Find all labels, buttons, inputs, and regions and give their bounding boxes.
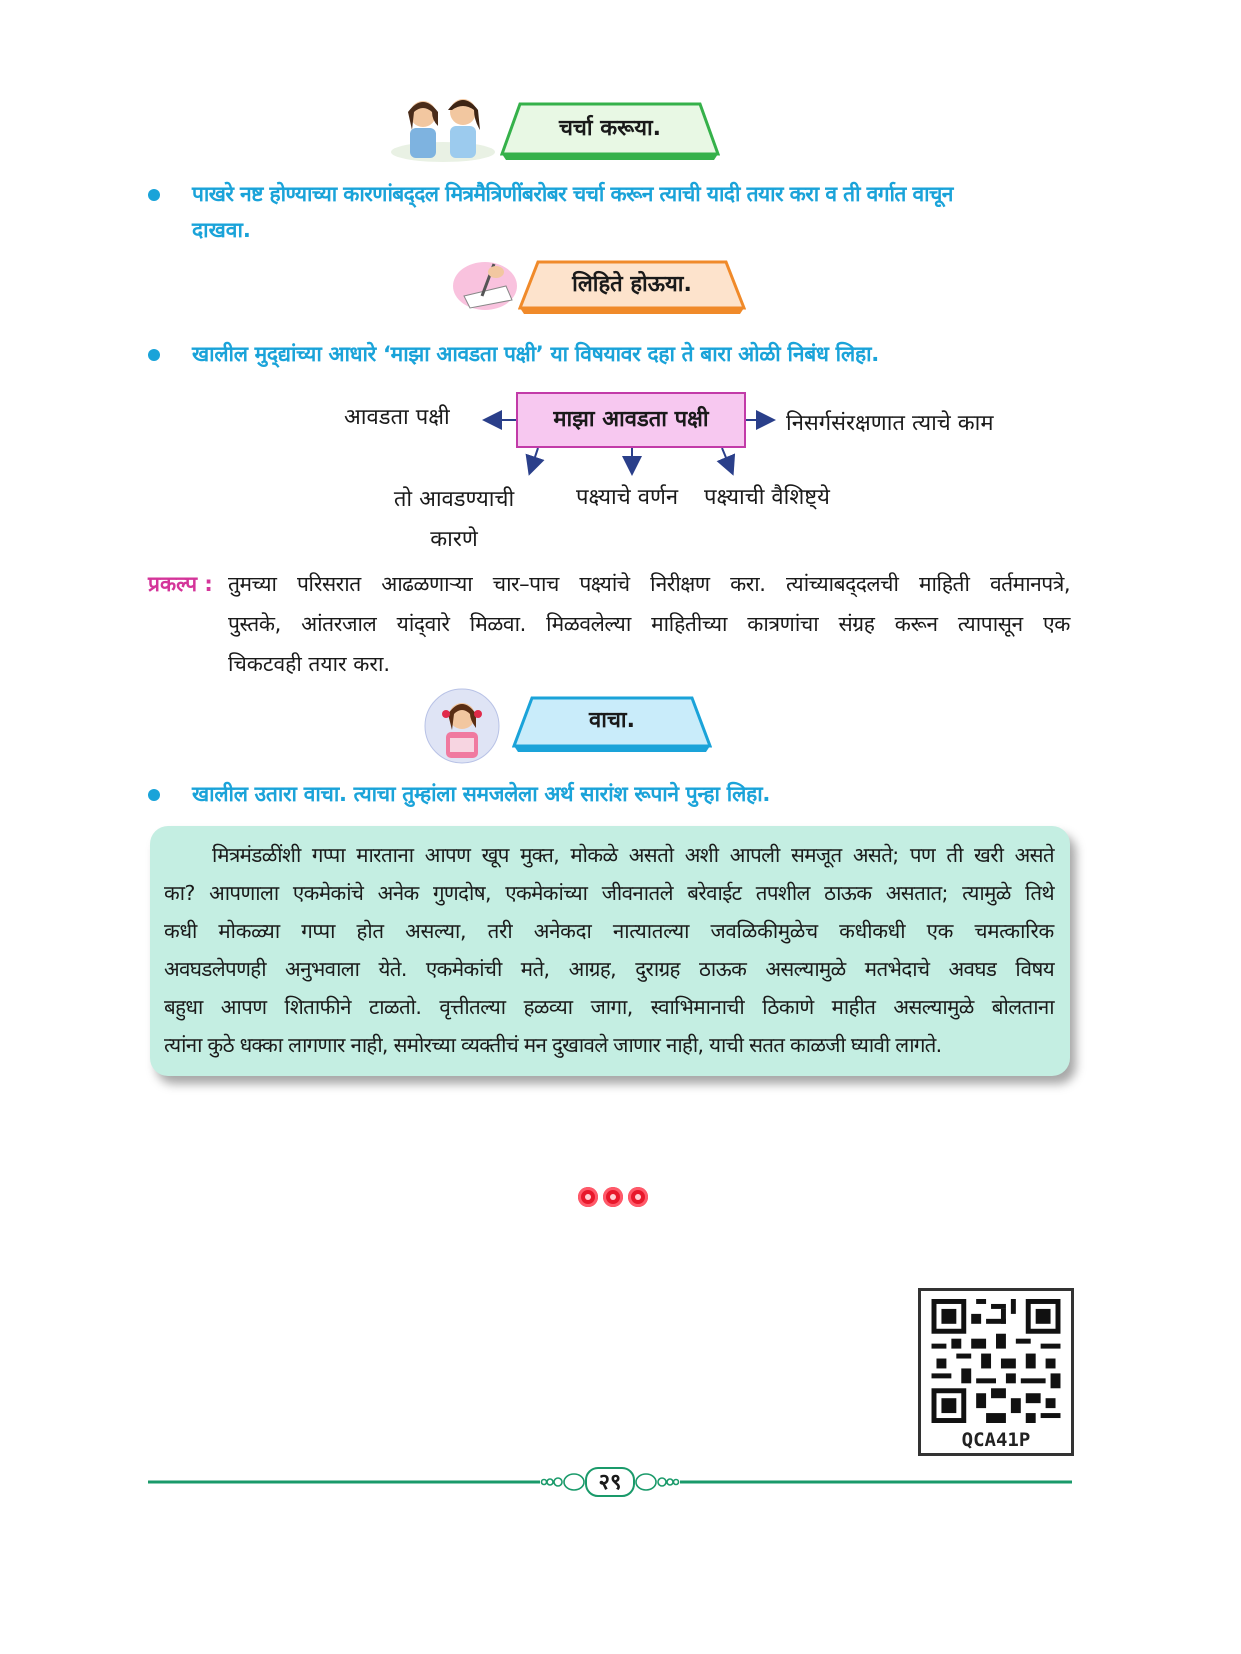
write-instruction: खालील मुद्‌द्यांच्या आधारे ‘माझा आवडता पक्षी’ या विषयावर दहा ते बारा ओळी निबंध लिहा. [192,342,879,366]
page-number: २९ [598,1470,622,1495]
mind-map-bottom-middle: पक्ष्याचे वर्णन [576,485,679,510]
discussing-girls-illustration [388,90,498,162]
write-banner-label: लिहिते होऊया. [572,272,692,297]
passage-text [164,836,1054,1064]
qr-code-icon [931,1299,1061,1423]
mind-map-bottom-left [384,480,524,560]
qr-code-caption: QCA41P [961,1429,1031,1451]
passage-line: मित्रमंडळींशी गप्पा मारताना आपण खूप मुक्त, मोकळे असतो अशी आपली समजूत असते; पण ती खरी असते [212,843,1054,867]
passage-line: अवघडलेपणही अनुभवाला येते. एकमेकांची मते, आग्रह, दुराग्रह ठाऊक असल्यामुळे मतभेदाचे अवघड विषय [164,957,1054,981]
mind-map-bottom-left-line2: कारणे [430,527,478,552]
passage-line: बहुधा आपण शिताफीने टाळतो. वृत्तीतल्या हळव्या जागा, स्वाभिमानाची ठिकाणे माहीत असल्यामुळे बोलताना [164,995,1054,1019]
passage-line: कधी मोकळ्या गप्पा होत असल्या, तरी अनेकदा नात्यातल्या जवळिकीमुळेच कधीकधी एक चमत्कारिक [164,919,1054,943]
bullet [148,349,160,361]
flower-ornament-icon [628,1187,648,1207]
read-banner [512,694,712,754]
reading-girl-illustration [424,688,500,764]
flower-ornament-icon [603,1187,623,1207]
read-banner-label: वाचा. [589,708,635,733]
bullet [148,189,160,201]
mind-map-center: माझा आवडता पक्षी [516,392,746,448]
bullet [148,789,160,801]
mind-map-right: निसर्गसंरक्षणात त्याचे काम [786,411,994,436]
discuss-banner-label: चर्चा करूया. [558,116,662,141]
discuss-instruction-line2: दाखवा. [192,218,251,242]
reading-passage [150,826,1070,1076]
qr-code[interactable] [918,1288,1074,1456]
project-line2: पुस्तके, आंतरजाल यांद्‌वारे मिळवा. मिळवलेल्या माहितीच्या कात्रणांचा संग्रह करून त्यापासून एक [228,612,1070,636]
write-banner [518,258,746,316]
project-line1: तुमच्या परिसरात आढळणाऱ्या चार–पाच पक्ष्यांचे निरीक्षण करा. त्यांच्याबद्‌दलची माहिती वर्तमानपत्रे, [228,572,1070,596]
discuss-instruction [192,176,1072,248]
discuss-instruction-line1: पाखरे नष्ट होण्याच्या कारणांबद्‌दल मित्रमैत्रिणींबरोबर चर्चा करून त्याची यादी तयार करा व ती वर्गात वाचून [192,182,953,206]
read-instruction: खालील उतारा वाचा. त्याचा तुम्हांला समजलेला अर्थ सारांश रूपाने पुन्हा लिहा. [192,782,771,806]
project-text [228,564,1070,684]
project-line3: चिकटवही तयार करा. [228,652,391,676]
project-label: प्रकल्प : [148,572,213,596]
passage-line: त्यांना कुठे धक्का लागणार नाही, समोरच्या व्यक्तीचं मन दुखावले जाणार नाही, याची सतत काळजी घ्यावी लागते. [164,1033,942,1057]
passage-line: का? आपणाला एकमेकांचे अनेक गुणदोष, एकमेकांच्या जीवनातले बरेवाईट तपशील ठाऊक असतात; त्यामुळे तिथे [164,881,1054,905]
writing-hand-icon [450,256,520,312]
mind-map-bottom-left-line1: तो आवडण्याची [393,487,515,512]
discuss-banner [500,100,720,162]
mind-map-left: आवडता पक्षी [344,405,450,430]
flower-ornament-icon [578,1187,598,1207]
mind-map-bottom-right: पक्ष्याची वैशिष्ट्ये [704,485,830,510]
